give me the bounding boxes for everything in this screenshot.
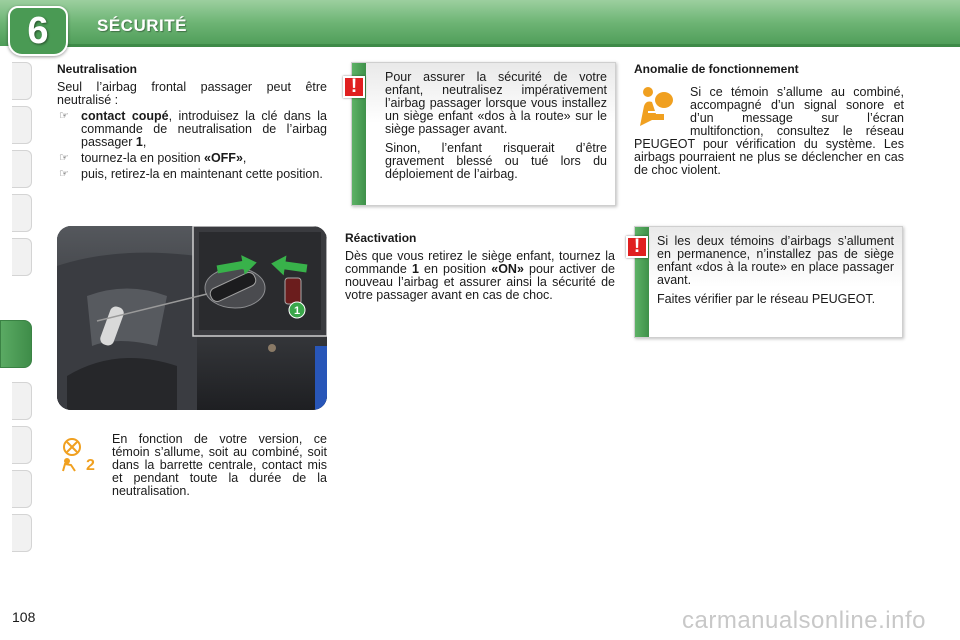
anomaly-text: Si ce témoin s’allume au combiné, accompagné d’un signal sonore et d’un message sur l’écran multifonction, consultez le réseau PEUGEOT pour vérification du système. Les airbags pourraient ne plus se déclencher en cas de choc violent. xyxy=(634,85,904,177)
hand-pointer-icon: ☞ xyxy=(59,152,69,164)
photo-callout-number: 1 xyxy=(293,305,301,317)
exclamation-icon: ! xyxy=(626,236,648,258)
hand-pointer-icon: ☞ xyxy=(59,168,69,180)
svg-text:2: 2 xyxy=(86,457,95,473)
reactivation-text: Dès que vous retirez le siège enfant, tournez la commande 1 en position «ON» pour activer de nouveau l’airbag et assurer ainsi la sécurité de votre passager avant en cas de choc. xyxy=(345,249,615,302)
side-tab[interactable] xyxy=(12,150,32,188)
airbag-switch-photo xyxy=(57,226,327,410)
airbag-warning-icon xyxy=(634,84,682,134)
reactivation-section xyxy=(345,232,615,302)
page-title: SÉCURITÉ xyxy=(97,16,187,35)
anomaly-section xyxy=(634,63,904,177)
warning-box-warning-lamps xyxy=(634,226,903,338)
page-number: 108 xyxy=(12,609,36,625)
exclamation-icon: ! xyxy=(343,76,365,98)
neutralisation-section xyxy=(57,63,327,181)
neutralisation-steps xyxy=(57,110,327,181)
warning-box-child-seat xyxy=(351,62,616,206)
list-item: ☞ tournez-la en position «OFF», xyxy=(59,151,247,165)
indicator-note: En fonction de votre version, ce témoin s’allume, soit au combiné, soit dans la barrette centrale, contact mis et pendant toute la durée de la neutralisation. xyxy=(112,432,327,498)
side-tab[interactable] xyxy=(12,62,32,100)
side-tab[interactable] xyxy=(12,514,32,552)
hand-pointer-icon: ☞ xyxy=(59,110,69,122)
header-underline xyxy=(60,44,960,47)
chapter-tab[interactable] xyxy=(8,6,68,56)
side-tab[interactable] xyxy=(12,426,32,464)
warning-text: Si les deux témoins d’airbags s’allument en permanence, n’installez pas de siège enfant «dos à la route» en place passager avant. Faites vérifier par le réseau PEUGEOT. xyxy=(657,234,894,306)
passenger-airbag-off-icon xyxy=(59,437,101,478)
side-tab[interactable] xyxy=(12,382,32,420)
chapter-number: 6 xyxy=(27,10,49,52)
neutralisation-intro: Seul l’airbag frontal passager peut être neutralisé : xyxy=(57,80,327,107)
reactivation-heading: Réactivation xyxy=(345,231,417,245)
side-tab[interactable] xyxy=(12,238,32,276)
watermark: carmanualsonline.info xyxy=(682,607,926,634)
warning-text: Pour assurer la sécurité de votre enfant, neutralisez impérativement l’airbag passager lorsque vous installez un siège enfant «dos à la route» sur le siège passager avant. Sinon, l’enfant risquerait d’être gravement blessé ou tué lors du déploiement de l’airbag. xyxy=(385,70,607,181)
side-tab[interactable] xyxy=(12,194,32,232)
anomaly-heading: Anomalie de fonctionnement xyxy=(634,62,799,76)
side-tab[interactable] xyxy=(12,106,32,144)
list-item: ☞ contact coupé, introduisez la clé dans la commande de neutralisation de l’airbag passager 1, xyxy=(59,109,327,149)
list-item: ☞ puis, retirez-la en maintenant cette position. xyxy=(59,167,323,181)
neutralisation-heading: Neutralisation xyxy=(57,62,138,76)
side-index xyxy=(0,62,34,578)
side-tab-active[interactable] xyxy=(0,320,32,368)
side-tab[interactable] xyxy=(12,470,32,508)
